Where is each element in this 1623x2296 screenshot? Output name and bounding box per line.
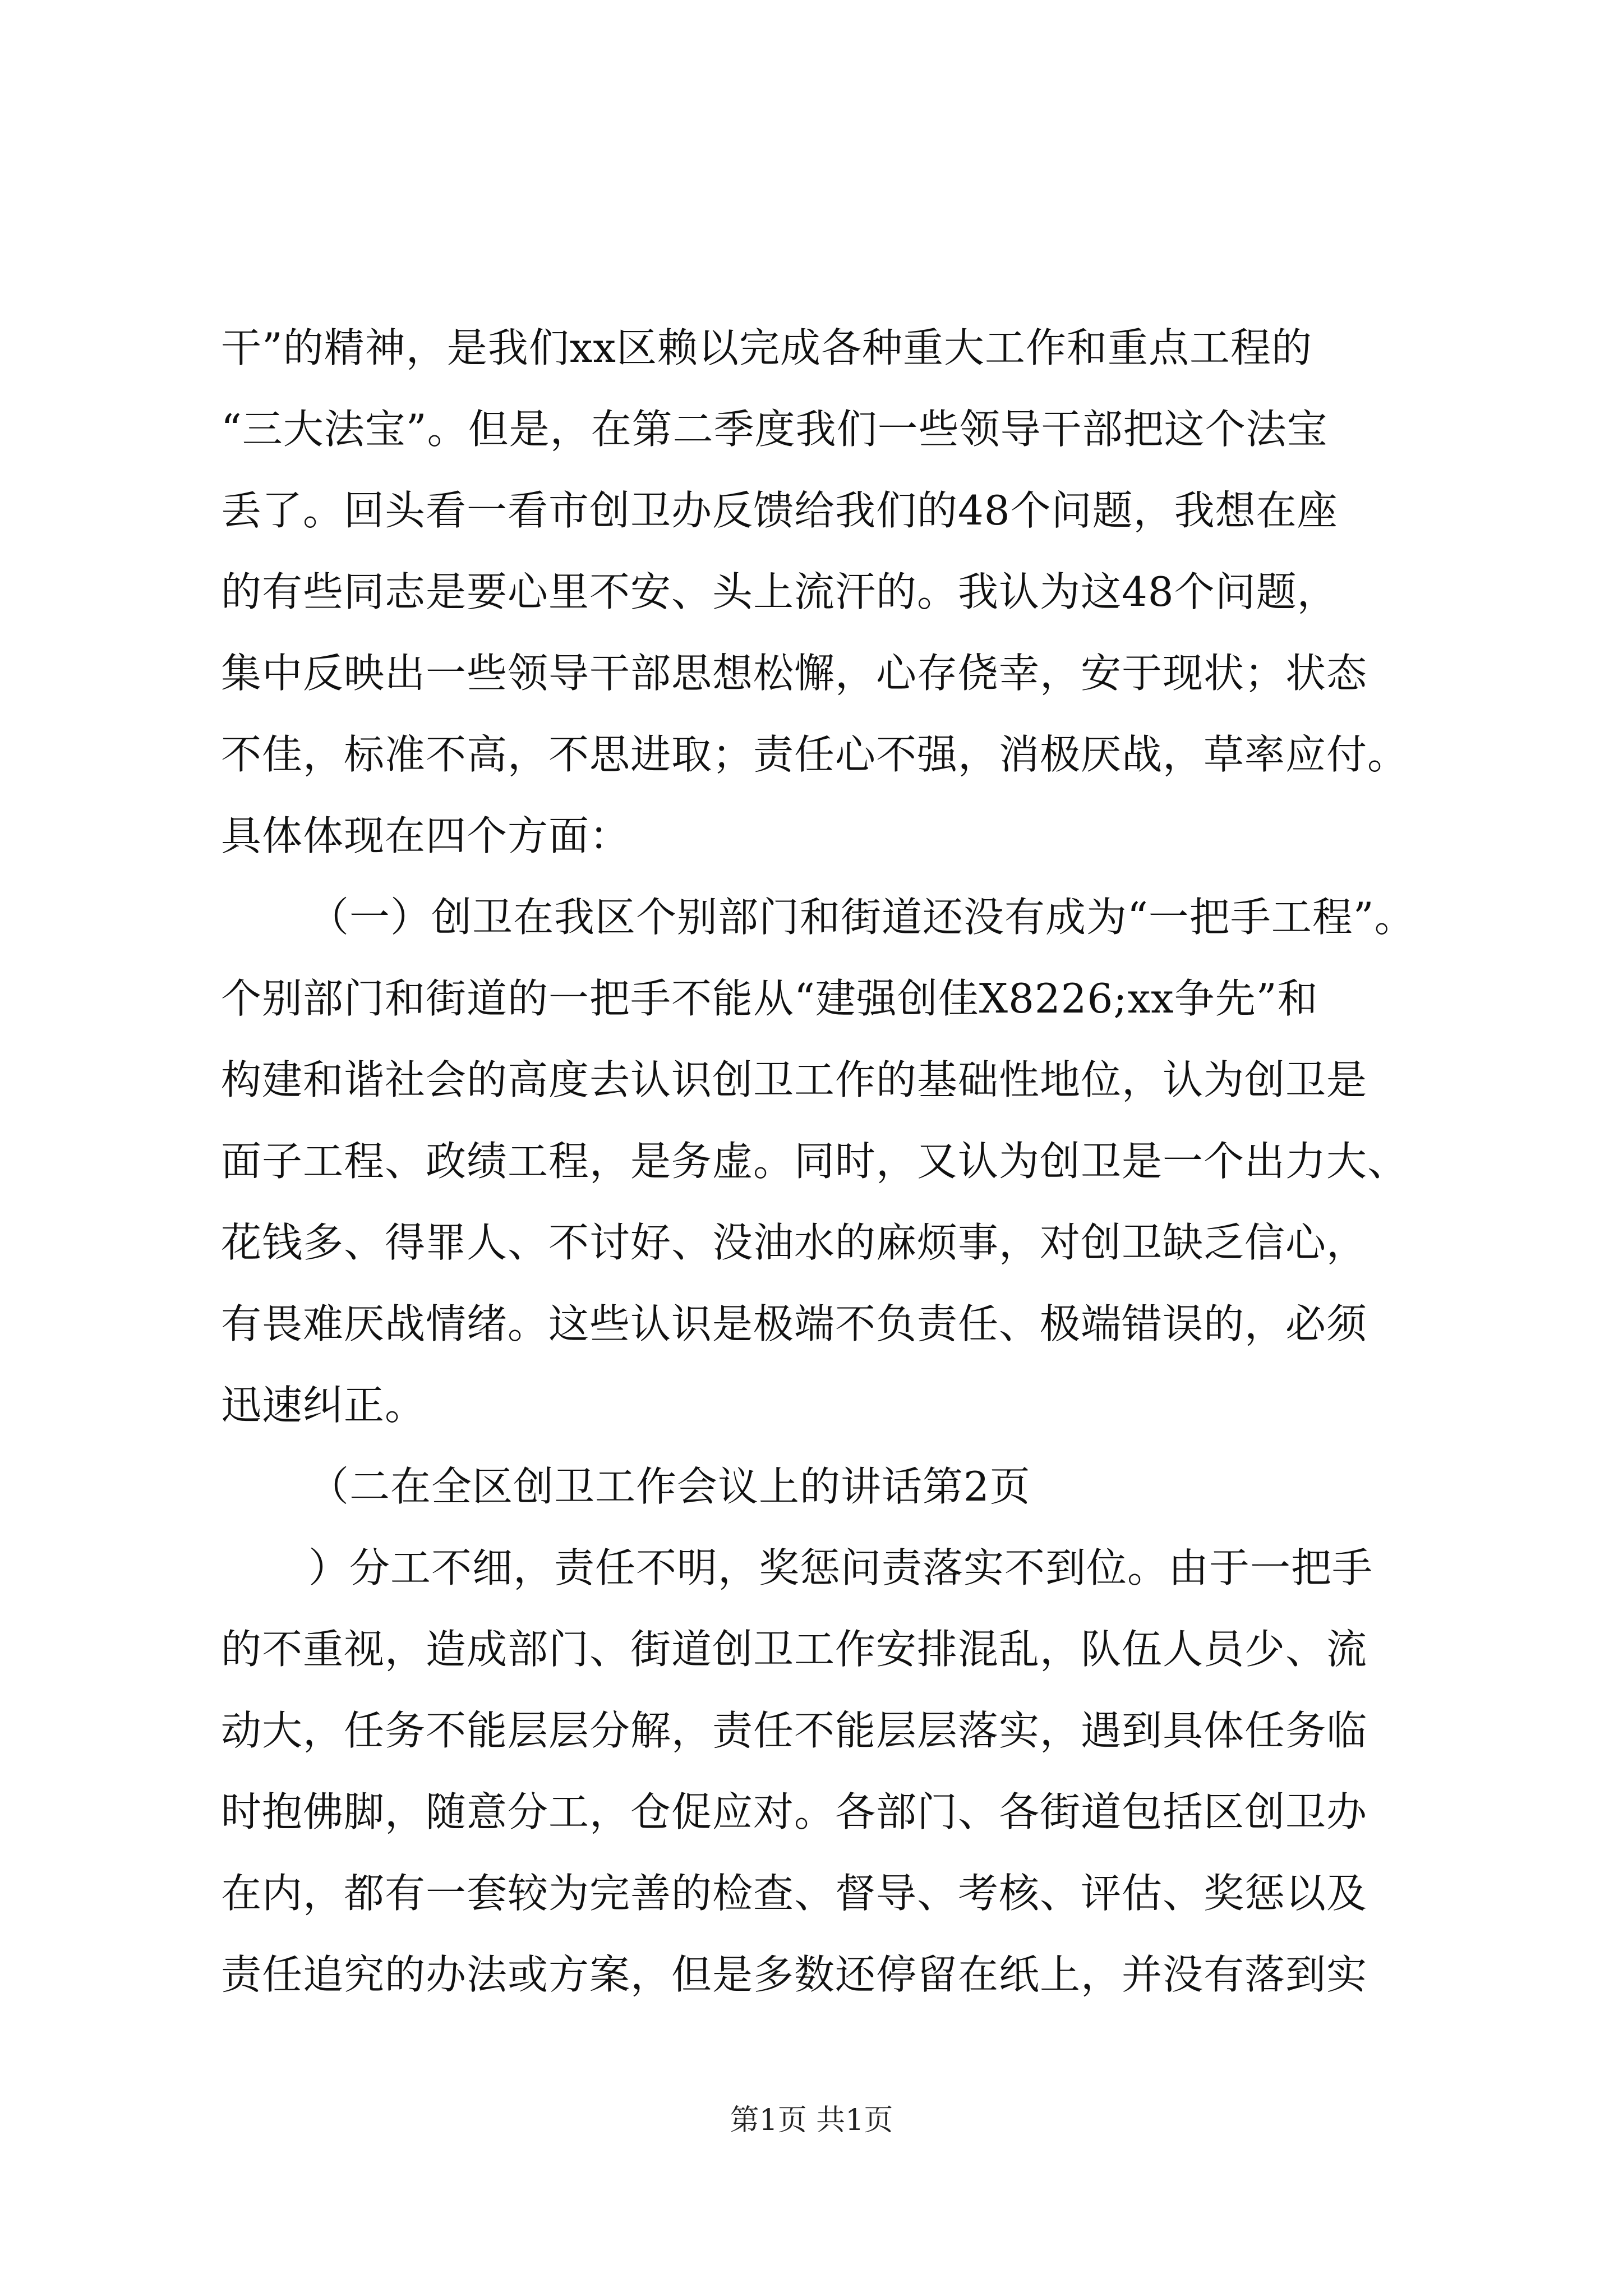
text-line-11: 面子工程、政绩工程，是务虚。同时，又认为创卫是一个出力大、	[221, 1138, 1409, 1185]
body-text	[221, 307, 1421, 2016]
text-line-8: （一）创卫在我区个别部门和街道还没有成为“一把手工程”。	[308, 894, 1415, 941]
text-line-21: 责任追究的办法或方案，但是多数还停留在纸上，并没有落到实	[221, 1951, 1368, 1998]
text-line-19: 时抱佛脚，随意分工，仓促应对。各部门、各街道包括区创卫办	[221, 1788, 1368, 1835]
text-line-1: 干”的精神，是我们xx区赖以完成各种重大工作和重点工程的	[221, 324, 1313, 371]
text-line-12: 花钱多、得罪人、不讨好、没油水的麻烦事，对创卫缺乏信心，	[221, 1219, 1368, 1266]
text-line-16: ）分工不细，责任不明，奖惩问责落实不到位。由于一把手	[308, 1544, 1373, 1591]
text-line-15: （二在全区创卫工作会议上的讲话第2页	[308, 1463, 1031, 1510]
text-line-13: 有畏难厌战情绪。这些认识是极端不负责任、极端错误的，必须	[221, 1300, 1368, 1347]
text-line-17: 的不重视，造成部门、街道创卫工作安排混乱，队伍人员少、流	[221, 1626, 1368, 1673]
page-footer: 第1页 共1页	[730, 2104, 893, 2137]
text-line-20: 在内，都有一套较为完善的检查、督导、考核、评估、奖惩以及	[221, 1870, 1368, 1917]
text-line-10: 构建和谐社会的高度去认识创卫工作的基础性地位，认为创卫是	[221, 1056, 1368, 1103]
text-line-2: “三大法宝”。但是，在第二季度我们一些领导干部把这个法宝	[221, 406, 1328, 453]
text-line-14: 迅速纠正。	[221, 1382, 426, 1429]
text-line-18: 动大，任务不能层层分解，责任不能层层落实，遇到具体任务临	[221, 1707, 1368, 1754]
text-line-6: 不佳，标准不高，不思进取；责任心不强，消极厌战，草率应付。	[221, 731, 1409, 778]
text-line-9: 个别部门和街道的一把手不能从“建强创佳X8226;xx争先”和	[221, 975, 1318, 1022]
text-line-5: 集中反映出一些领导干部思想松懈，心存侥幸，安于现状；状态	[221, 650, 1368, 697]
text-line-3: 丢了。回头看一看市创卫办反馈给我们的48个问题，我想在座	[221, 487, 1338, 534]
text-line-4: 的有些同志是要心里不安、头上流汗的。我认为这48个问题，	[221, 568, 1338, 615]
text-line-7: 具体体现在四个方面：	[221, 812, 631, 859]
